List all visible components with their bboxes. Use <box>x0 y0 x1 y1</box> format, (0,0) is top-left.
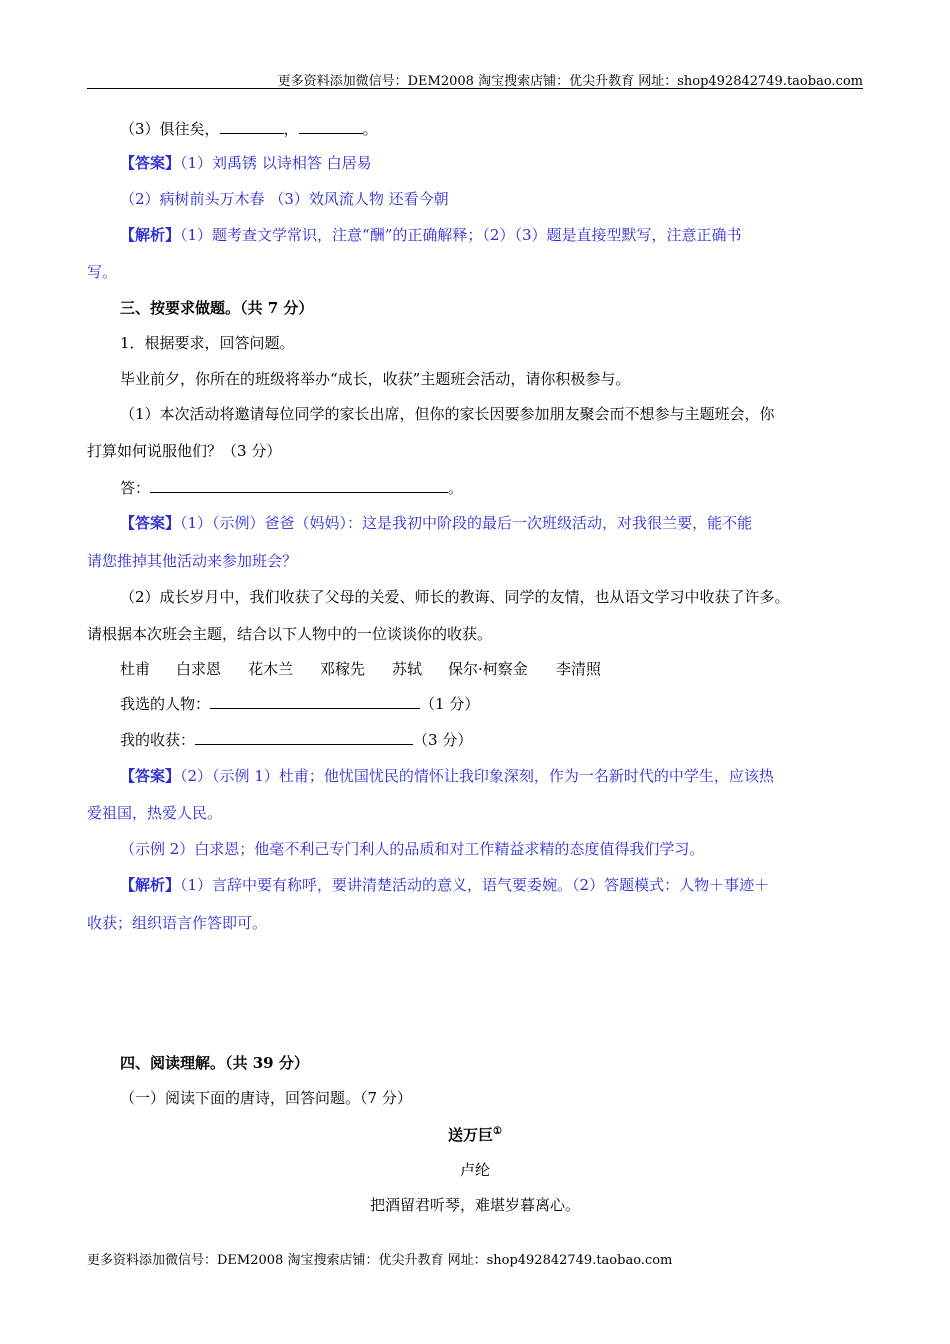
answer-tag: 【答案】 <box>120 154 181 172</box>
answer-text: （2）（示例 1）杜甫；他忧国忧民的情怀让我印象深刻，作为一名新时代的中学生，应该热 <box>180 767 774 785</box>
person: 保尔·柯察金 <box>448 660 528 678</box>
answer-2-line1 <box>120 512 752 533</box>
choose-blank <box>210 694 420 709</box>
answer-3-line1 <box>120 765 774 786</box>
section-4-sub: （一）阅读下面的唐诗，回答问题。（7 分） <box>120 1089 412 1107</box>
task-1-part1-line2: 打算如何说服他们？（3 分） <box>87 442 282 460</box>
gain-blank <box>195 730 413 745</box>
comma: ， <box>283 120 299 138</box>
person: 花木兰 <box>248 660 294 678</box>
answer-1-line1 <box>120 152 372 173</box>
answer-tag: 【答案】 <box>120 767 181 785</box>
section-3-title: 三、按要求做题。（共 7 分） <box>120 299 314 317</box>
choose-person-line <box>120 693 479 714</box>
answer-3-line3: （示例 2）白求恩；他毫不利己专门利人的品质和对工作精益求精的态度值得我们学习。 <box>120 840 705 858</box>
poem-line-1: 把酒留君听琴，难堪岁暮离心。 <box>369 1196 580 1214</box>
person: 白求恩 <box>176 660 222 678</box>
answer-text: （1）（示例）爸爸（妈妈）：这是我初中阶段的最后一次班级活动，对我很兰要，能不能 <box>180 514 753 532</box>
answer-3-line2: 爱祖国，热爱人民。 <box>87 804 223 822</box>
question-3-fill <box>120 118 378 139</box>
answer-line <box>120 477 463 498</box>
people-list <box>120 658 601 679</box>
blank-2 <box>299 119 363 134</box>
task-1-part2-line2: 请根据本次班会主题，结合以下人物中的一位谈谈你的收获。 <box>87 625 493 643</box>
poem-footnote-mark: ① <box>493 1126 502 1137</box>
explanation-tag: 【解析】 <box>120 876 181 894</box>
answer-blank <box>150 478 448 493</box>
question-3-text: （3）俱往矣， <box>120 120 220 138</box>
explanation-text: （1）言辞中要有称呼，要讲清楚活动的意义，语气要委婉。（2）答题模式：人物＋事迹＋ <box>180 876 770 894</box>
answer-2-line2: 请您推掉其他活动来参加班会？ <box>87 552 298 570</box>
gain-score: （3 分） <box>413 731 473 749</box>
gain-line <box>120 729 472 750</box>
choose-score: （1 分） <box>420 695 480 713</box>
answer-1-line2: （2）病树前头万木春 （3）效风流人物 还看今朝 <box>120 190 449 208</box>
blank-1 <box>220 119 284 134</box>
poem-title <box>0 1124 950 1145</box>
page-header: 更多资料添加微信号：DEM2008 淘宝搜索店铺：优尖升教育 网址：shop492842749.taobao.com <box>277 74 863 89</box>
task-1-part1-line1: （1）本次活动将邀请每位同学的家长出席，但你的家长因要参加朋友聚会而不想参与主题班会，你 <box>120 405 775 423</box>
poem-title-text: 送万巨 <box>448 1126 494 1144</box>
answer-text: （1）刘禹锈 以诗相答 白居易 <box>180 154 372 172</box>
page-footer: 更多资料添加微信号：DEM2008 淘宝搜索店铺：优尖升教育 网址：shop492842749.taobao.com <box>87 1253 673 1268</box>
answer-end: 。 <box>448 479 464 497</box>
explanation-2-line1 <box>120 874 769 895</box>
explanation-tag: 【解析】 <box>120 226 181 244</box>
poem-author: 卢纶 <box>459 1161 490 1179</box>
person: 苏轼 <box>392 660 423 678</box>
gain-label: 我的收获： <box>120 731 196 749</box>
choose-label: 我选的人物： <box>120 695 211 713</box>
answer-tag: 【答案】 <box>120 514 181 532</box>
section-4-title: 四、阅读理解。（共 39 分） <box>120 1054 309 1072</box>
person: 邓稼先 <box>320 660 366 678</box>
explanation-text: （1）题考查文学常识，注意“酬”的正确解释；（2）（3）题是直接型默写，注意正确书 <box>180 226 742 244</box>
period: 。 <box>362 120 378 138</box>
explanation-1-line1 <box>120 224 742 245</box>
task-1-part2-line1: （2）成长岁月中，我们收获了父母的关爱、师长的教诲、同学的友情，也从语文学习中收获了许多。 <box>120 588 790 606</box>
person: 杜甫 <box>120 660 151 678</box>
explanation-2-line2: 收获；组织语言作答即可。 <box>87 914 268 932</box>
task-1-intro: 毕业前夕，你所在的班级将举办“成长，收获”主题班会活动，请你积极参与。 <box>120 370 631 388</box>
person: 李清照 <box>556 660 602 678</box>
answer-label: 答： <box>120 479 151 497</box>
header-divider <box>87 88 863 89</box>
task-1-title: 1．根据要求，回答问题。 <box>120 334 295 352</box>
explanation-1-line2: 写。 <box>87 263 118 281</box>
